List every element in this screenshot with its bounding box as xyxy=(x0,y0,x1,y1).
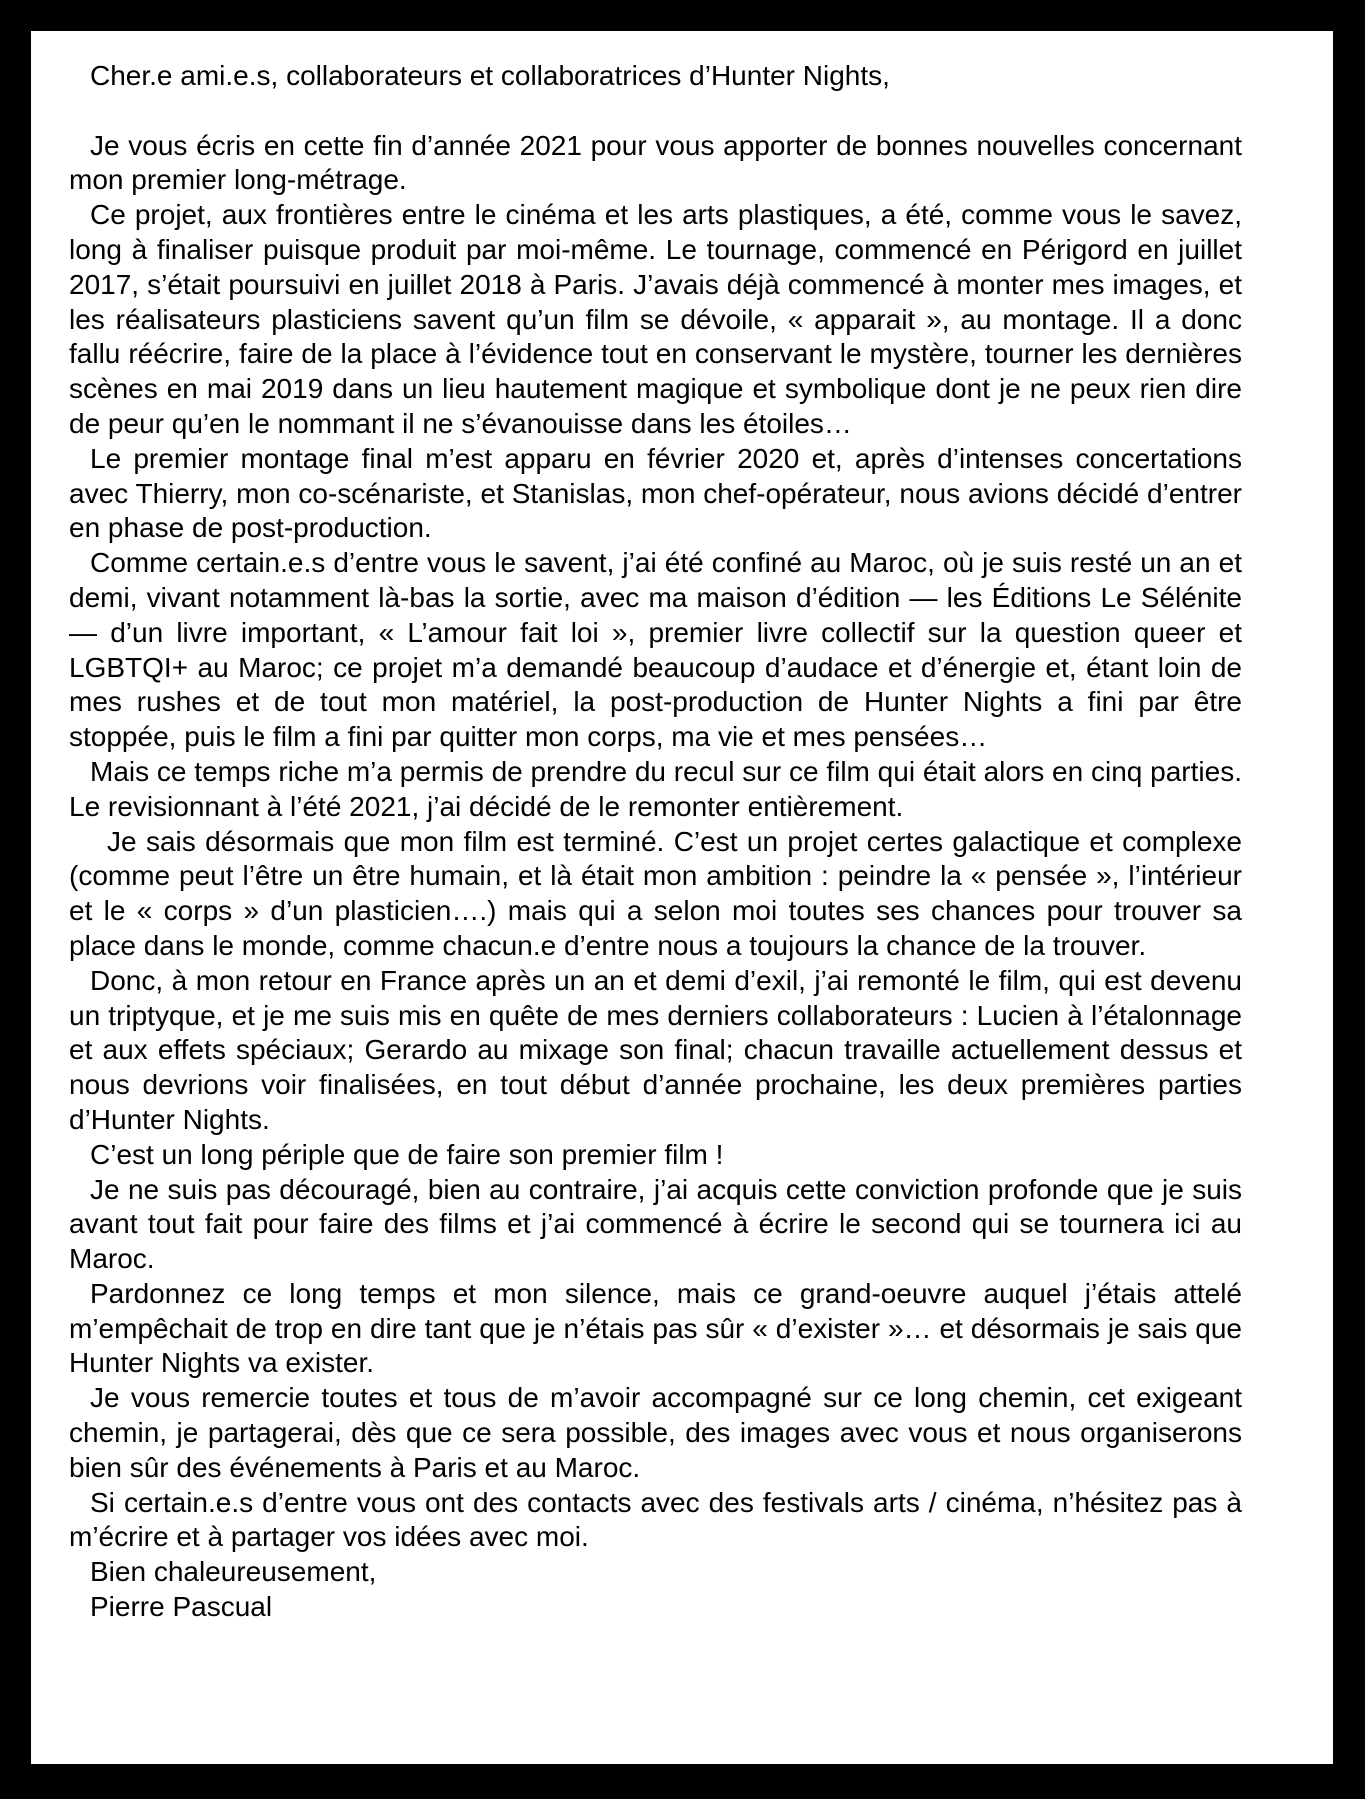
paragraph-silence: Pardonnez ce long temps et mon silence, mais ce grand-oeuvre auquel j’étais attelé m’empêchait de trop en dire tant que je n’étais pas sûr « d’exister »… et désormais je sais que Hunter Nights va exister. xyxy=(69,1277,1242,1379)
closing: Bien chaleureusement, xyxy=(90,1556,377,1588)
paragraph-first-edit: Le premier montage final m’est apparu en février 2020 et, après d’intenses concertations avec Thierry, mon co-scénariste, et Stanislas, mon chef-opérateur, nous avions décidé d’entrer en phase de post-production. xyxy=(69,442,1242,544)
paragraph-thanks: Je vous remercie toutes et tous de m’avoir accompagné sur ce long chemin, cet exigeant chemin, je partagerai, dès que ce sera possible, des images avec vous et nous organiserons bien sûr des événements à Paris et au Maroc. xyxy=(69,1382,1242,1483)
paragraph-re-edit: Mais ce temps riche m’a permis de prendre du recul sur ce film qui était alors en cinq parties. Le revisionnant à l’été 2021, j’ai décidé de le remonter entièrement. xyxy=(69,755,1242,822)
paragraph-collaborators: Donc, à mon retour en France après un an et demi d’exil, j’ai remonté le film, qui est devenu un triptyque, et je me suis mis en quête de mes derniers collaborateurs : Lucien à l’étalonnage et aux effets spéciaux; Gerardo au mixage son final; chacun travaille actuellement dessus et nous devrions voir finalisées, en tout début d’année prochaine, les deux premières parties d’Hunter Nights. xyxy=(69,964,1242,1135)
salutation: Cher.e ami.e.s, collaborateurs et collaboratrices d’Hunter Nights, xyxy=(90,60,890,91)
letter-page xyxy=(31,31,1333,1764)
paragraph-long-journey: C’est un long périple que de faire son premier film ! xyxy=(90,1138,724,1170)
signature: Pierre Pascual xyxy=(90,1591,273,1623)
paragraph-project-history: Ce projet, aux frontières entre le cinéma et les arts plastiques, a été, comme vous le savez, long à finaliser puisque produit par moi-même. Le tournage, commencé en Périgord en juillet 2017, s’était poursuivi en juillet 2018 à Paris. J’avais déjà commencé à monter mes images, et les réalisateurs plasticiens savent qu’un film se dévoile, « apparait », au montage. Il a donc fallu réécrire, faire de la place à l’évidence tout en conservant le mystère, tourner les dernières scènes en mai 2019 dans un lieu hautement magique et symbolique dont je ne peux rien dire de peur qu’en le nommant il ne s’évanouisse dans les étoiles… xyxy=(69,199,1242,439)
paragraph-festivals: Si certain.e.s d’entre vous ont des contacts avec des festivals arts / cinéma, n’hésitez pas à m’écrire et à partager vos idées avec moi. xyxy=(69,1486,1242,1553)
paragraph-good-news: Je vous écris en cette fin d’année 2021 pour vous apporter de bonnes nouvelles concernant mon premier long-métrage. xyxy=(69,129,1242,196)
letter-body xyxy=(69,59,1242,1625)
paragraph-morocco: Comme certain.e.s d’entre vous le savent, j’ai été confiné au Maroc, où je suis resté un an et demi, vivant notamment là-bas la sortie, avec ma maison d’édition — les Éditions Le Sélénite — d’un livre important, « L’amour fait loi », premier livre collectif sur la question queer et LGBTQI+ au Maroc; ce projet m’a demandé beaucoup d’audace et d’énergie et, étant loin de mes rushes et de tout mon matériel, la post-production de Hunter Nights a fini par être stoppée, puis le film a fini par quitter mon corps, ma vie et mes pensées… xyxy=(69,547,1242,753)
paragraph-next-film: Je ne suis pas découragé, bien au contraire, j’ai acquis cette conviction profonde que je suis avant tout fait pour faire des films et j’ai commencé à écrire le second qui se tournera ici au Maroc. xyxy=(69,1173,1242,1275)
paragraph-film-finished: Je sais désormais que mon film est terminé. C’est un projet certes galactique et complexe (comme peut l’être un être humain, et là était mon ambition : peindre la « pensée », l’intérieur et le « corps » d’un plasticien….) mais qui a selon moi toutes ses chances pour trouver sa place dans le monde, comme chacun.e d’entre nous a toujours la chance de la trouver. xyxy=(69,825,1242,961)
